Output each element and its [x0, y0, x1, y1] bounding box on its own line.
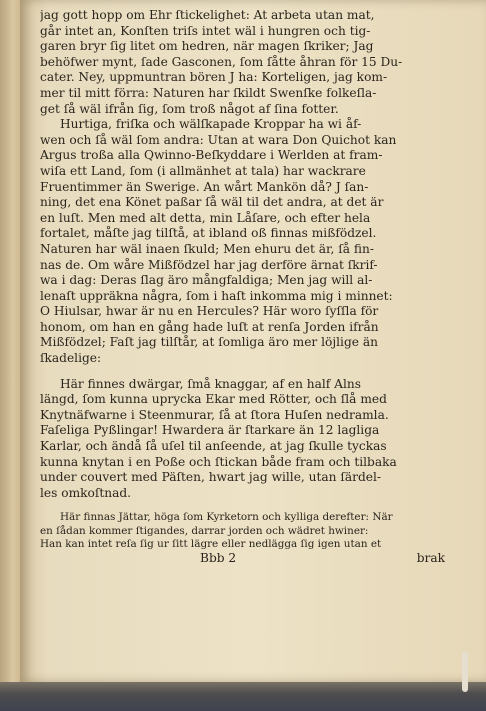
text-line: get ſå wäl ifrån ſig, ſom troß något af ſina fotter.: [40, 101, 339, 116]
text-line: garen bryr ſig litet om hedren, när magen ſkriker; Jag: [40, 39, 374, 54]
text-line: en ſådan kommer ſtigandes, darrar jorden och wädret hwiner:: [40, 524, 369, 537]
text-line: Här finnas Jättar, höga ſom Kyrketorn och kylliga derefter: När: [60, 511, 393, 524]
text-line: les omkoſtnad.: [40, 485, 132, 500]
footer-row: [40, 551, 445, 567]
text-line: går intet an, Konſten triſs intet wäl i hungren och tig-: [40, 23, 371, 38]
text-line: Faſeliga Pyßlingar! Hwardera är ſtarkare än 12 lagliga: [40, 423, 380, 438]
text-line: Naturen har wäl inaen ſkuld; Men ehuru det är, ſå fin-: [40, 241, 375, 256]
text-line: jag gott hopp om Ehr ſtickelighet: At arbeta utan mat,: [40, 8, 375, 22]
paragraph-1: [40, 8, 445, 117]
paragraph-4: [40, 511, 445, 551]
text-line: Knytnäfwarne i Steenmurar, ſå at ſtora Huſen nedramla.: [40, 407, 389, 422]
previous-page-edge: [0, 0, 22, 690]
text-line: Hurtiga, friſka och wälſkapade Kroppar ha wi åf-: [60, 117, 362, 132]
text-line: behöfwer mynt, ſade Gasconen, ſom ſåtte åhran för 15 Du-: [40, 54, 403, 69]
text-line: honom, om han en gång hade luſt at renſa Jorden ifrån: [40, 319, 379, 334]
text-line: wen och ſå wäl ſom andra: Utan at wara Don Quichot kan: [40, 132, 397, 147]
text-line: en luſt. Men med alt detta, min Låſare, och efter hela: [40, 210, 371, 225]
text-line: wa i dag: Deras ſlag äro mångfaldiga; Men jag will al-: [40, 273, 373, 288]
text-line: Mißfödzel; Faſt jag tilſtår, at ſomliga äro mer löjlige än: [40, 335, 378, 350]
paragraph-2: [40, 117, 445, 367]
pencil-object: [462, 652, 468, 692]
text-line: Fruentimmer än Swerige. An wårt Mankön då? J ſan-: [40, 179, 369, 194]
text-line: lenaſt uppräkna några, ſom i haſt inkomma mig i minnet:: [40, 288, 393, 303]
catchword: brak: [416, 551, 445, 566]
text-line: O Hiulsar, hwar är nu en Hercules? Här woro ſyſſla för: [40, 304, 379, 319]
paragraph-3: [40, 377, 445, 502]
text-line: mer til mitt förra: Naturen har ſkildt Swenſke folkeſla-: [40, 85, 377, 100]
text-line: cater. Ney, uppmuntran bören J ha: Korteligen, jag kom-: [40, 70, 388, 85]
text-line: längd, ſom kunna uprycka Ekar med Rötter, och ſlå med: [40, 392, 387, 407]
table-surface: [0, 682, 486, 711]
text-line: Han kan intet reſa ſig ur ſitt lägre eller nedlägga ſig igen utan et: [40, 537, 382, 550]
text-line: Här finnes dwärgar, ſmå knaggar, af en half Alns: [60, 376, 361, 391]
text-line: nas de. Om wåre Mißfödzel har jag derföre ärnat ſkrif-: [40, 257, 378, 272]
text-line: wiſa ett Land, ſom (i allmänhet at tala) har wackrare: [40, 163, 366, 178]
page-text: [40, 8, 445, 567]
text-line: under couvert med Päſten, hwart jag wille, utan ſärdel-: [40, 470, 382, 485]
text-line: fortalet, måſte jag tilſtå, at ibland oß finnas mißfödzel.: [40, 226, 377, 241]
text-line: Karlar, och ändå ſå uſel til anſeende, at jag ſkulle tyckas: [40, 439, 387, 454]
text-line: Argus troßa alla Qwinno-Beſkyddare i Werlden at fram-: [40, 148, 383, 163]
text-line: ning, det ena Könet paßar ſå wäl til det andra, at det är: [40, 195, 384, 210]
text-line: ſkadelige:: [40, 351, 102, 366]
signature-mark: Bbb 2: [200, 551, 237, 566]
text-line: kunna knytan i en Poße och ſtickan både fram och tilbaka: [40, 454, 397, 469]
